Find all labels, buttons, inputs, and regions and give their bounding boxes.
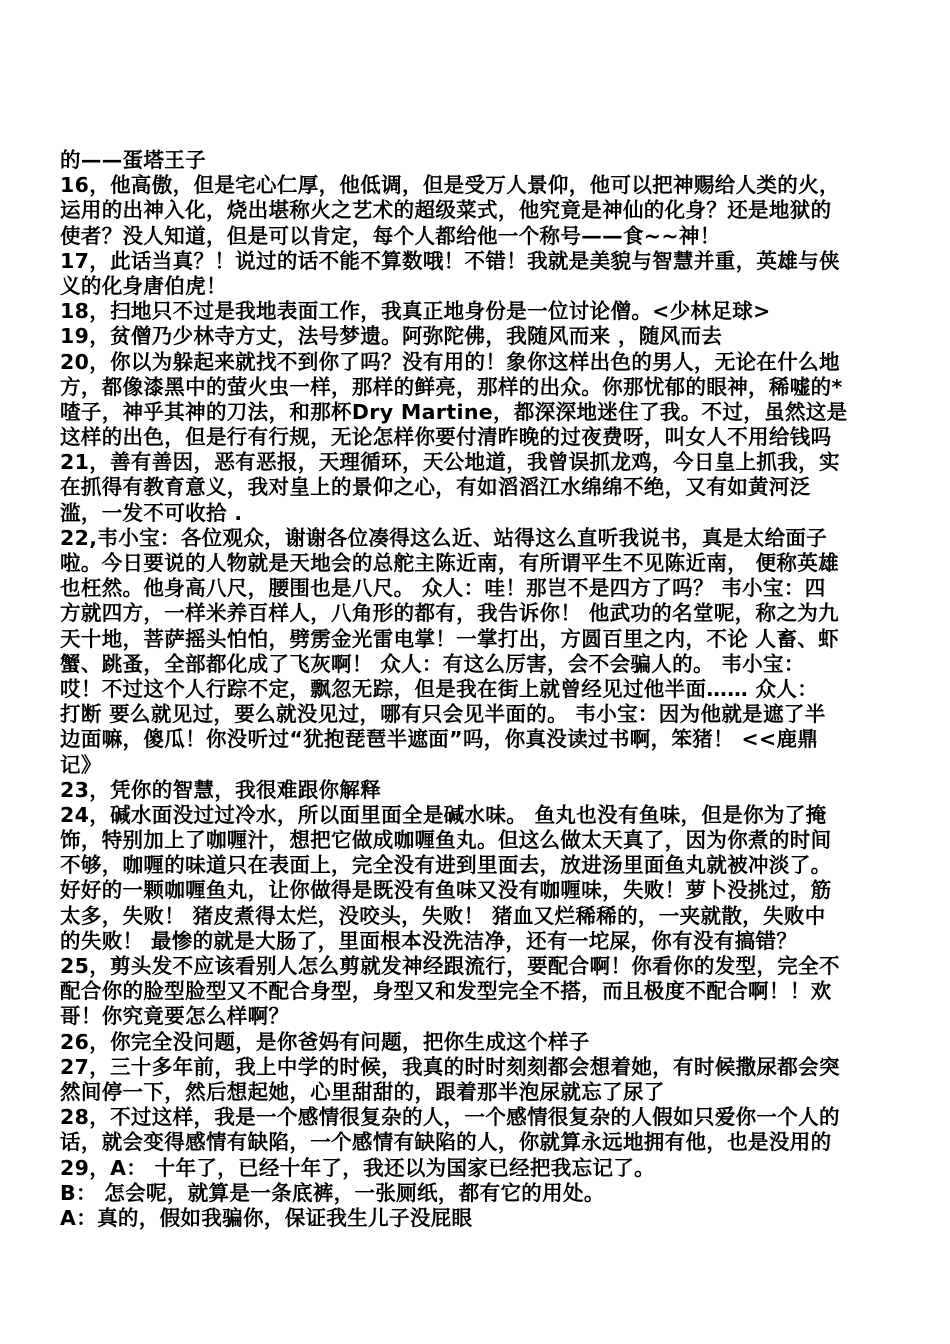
text-line: 19，贫僧乃少林寺方丈，法号梦遗。阿弥陀佛，我随风而来 ，随风而去 [60,324,723,349]
text-line: 18，扫地只不过是我地表面工作，我真正地身份是一位讨论僧。<少林足球> [60,299,771,324]
document-page [60,148,900,1231]
text-line: 28，不过这样，我是一个感情很复杂的人，一个感情很复杂的人假如只爱你一个人的 [60,1105,840,1130]
text-line: 23，凭你的智慧，我很难跟你解释 [60,777,382,802]
text-line: 17，此话当真？！说过的话不能不算数哦！不错！我就是美貌与智慧并重，英雄与侠 [60,248,840,273]
text-line: 话，就会变得感情有缺陷，一个感情有缺陷的人，你就算永远地拥有他，也是没用的 [60,1130,832,1155]
text-line: 使者？没人知道，但是可以肯定，每个人都给他一个称号——食~~神！ [60,223,721,248]
text-line: 饰，特别加上了咖喱汁，想把它做成咖喱鱼丸。但这么做太天真了，因为你煮的时间 [60,828,832,853]
text-line: 喳子，神乎其神的刀法，和那杯Dry Martine，都深深地迷住了我。不过，虽然这是 [60,399,848,424]
text-line: 蟹、跳蚤，全部都化成了飞灰啊！ 众人：有这么厉害，会不会骗人的。 韦小宝： [60,651,805,676]
text-line: 的失败！ 最惨的就是大肠了，里面根本没洗洁净，还有一坨屎，你有没有搞错？ [60,928,798,953]
text-line: 22,韦小宝：各位观众，谢谢各位凑得这么近、站得这么直听我说书，真是太给面子 [60,525,828,550]
text-line: 哎！不过这个人行踪不定，飘忽无踪，但是我在街上就曾经见过他半面…… 众人： [60,676,819,701]
text-line: 29，A： 十年了，已经十年了，我还以为国家已经把我忘记了。 [60,1155,656,1180]
text-line: A：真的，假如我骗你，保证我生儿子没屁眼 [60,1205,473,1230]
text-line: 25，剪头发不应该看别人怎么剪就发神经跟流行，要配合啊！你看你的发型，完全不 [60,954,840,978]
text-line: 在抓得有教育意义，我对皇上的景仰之心，有如滔滔江水绵绵不绝，又有如黄河泛 [60,475,811,500]
text-line: 的——蛋塔王子 [60,148,206,172]
text-line: 然间停一下，然后想起她，心里甜甜的，跟着那半泡尿就忘了尿了 [60,1079,665,1104]
text-line: 哥！你究竟要怎么样啊？ [60,1004,290,1029]
text-line: 天十地，菩萨摇头怕怕，劈雳金光雷电掌！一掌打出，方圆百里之内，不论 人畜、虾 [60,626,839,651]
text-line: 27，三十多年前，我上中学的时候，我真的时时刻刻都会想着她，有时候撒尿都会突 [60,1054,840,1079]
text-line: 16，他高傲，但是宅心仁厚，他低调，但是受万人景仰，他可以把神赐给人类的火， [60,173,840,198]
text-line: B： 怎会呢，就算是一条底裤，一张厕纸，都有它的用处。 [60,1180,605,1205]
text-line: 不够，咖喱的味道只在表面上，完全没有进到里面去，放进汤里面鱼丸就被冲淡了。 [60,853,832,878]
text-line: 太多，失败！ 猪皮煮得太烂，没咬头，失败！ 猪血又烂稀稀的，一夹就散，失败中 [60,903,826,928]
text-line: 26，你完全没问题，是你爸妈有问题，把你生成这个样子 [60,1029,590,1054]
text-line: 滥，一发不可收拾 . [60,500,243,525]
text-line: 这样的出色，但是行有行规，无论怎样你要付清昨晚的过夜费呀，叫女人不用给钱吗 [60,425,832,450]
text-line: 好好的一颗咖喱鱼丸，让你做得是既没有鱼味又没有咖喱味，失败！萝卜没挑过，筋 [60,878,832,903]
text-line: 20，你以为躲起来就找不到你了吗？没有用的！象你这样出色的男人，无论在什么地 [60,349,840,374]
text-line: 记》 [60,752,102,777]
text-line: 义的化身唐伯虎！ [60,273,227,298]
text-line: 24，碱水面没过过冷水，所以面里面全是碱水味。 鱼丸也没有鱼味，但是你为了掩 [60,802,827,827]
text-line: 边面嘛，傻瓜！你没听过“犹抱琵琶半遮面”吗，你真没读过书啊，笨猪！ <<鹿鼎 [60,727,819,752]
text-line: 方，都像漆黑中的萤火虫一样，那样的鲜亮，那样的出众。你那忧郁的眼神，稀嘘的* [60,374,843,399]
text-line: 运用的出神入化，烧出堪称火之艺术的超级菜式，他究竟是神仙的化身？还是地狱的 [60,198,832,223]
text-line: 也枉然。他身高八尺，腰围也是八尺。 众人：哇！那岂不是四方了吗？ 韦小宝：四 [60,576,826,601]
text-line: 打断 要么就见过，要么就没见过，哪有只会见半面的。 韦小宝：因为他就是遮了半 [60,702,826,727]
text-line: 方就四方，一样米养百样人，八角形的都有，我告诉你！ 他武功的名堂呢，称之为九 [60,601,839,626]
text-line: 配合你的脸型脸型又不配合身型，身型又和发型完全不搭，而且极度不配合啊！！欢 [60,979,832,1004]
text-line: 21，善有善因，恶有恶报，天理循环，天公地道，我曾误抓龙鸡，今日皇上抓我，实 [60,450,840,475]
text-line: 啦。今日要说的人物就是天地会的总舵主陈近南，有所谓平生不见陈近南， 便称英雄 [60,551,839,575]
